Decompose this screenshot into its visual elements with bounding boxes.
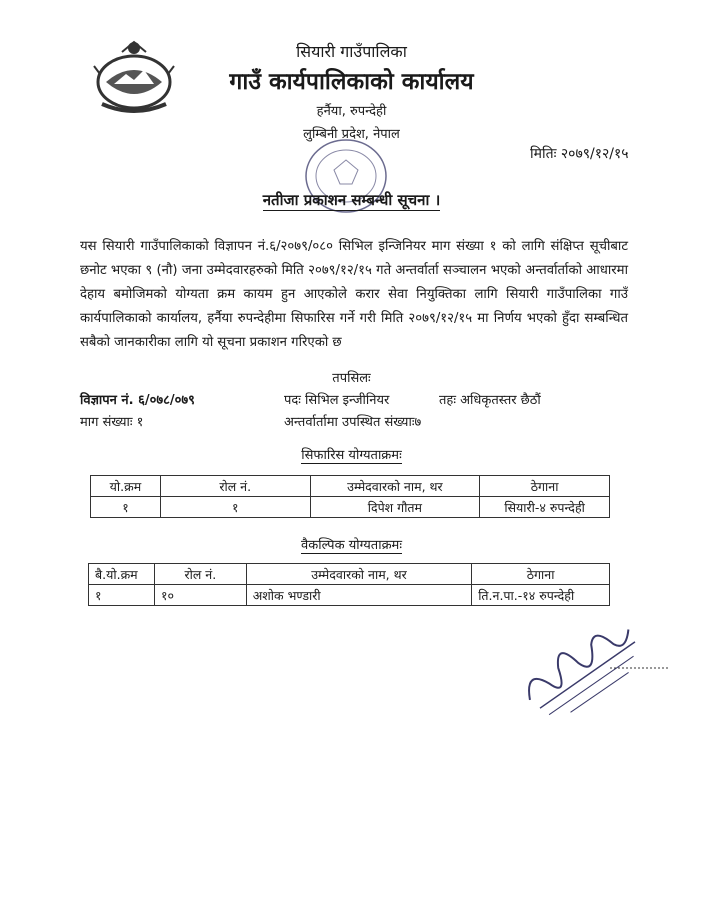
- recommended-title-text: सिफारिस योग्यताक्रमः: [301, 448, 402, 463]
- recommended-table: [90, 475, 610, 518]
- office-title: गाउँ कार्यपालिकाको कार्यालय: [229, 69, 474, 95]
- column-header: रोल नं.: [154, 564, 246, 585]
- table-row: [89, 585, 610, 606]
- recommended-section-title: [0, 445, 703, 463]
- table-header-row: [91, 476, 610, 497]
- table-cell: सियारी-४ रुपन्देही: [480, 497, 610, 518]
- notice-subject-text: नतीजा प्रकाशन सम्बन्धी सूचना ।: [262, 191, 441, 209]
- table-cell: अशोक भण्डारी: [246, 585, 471, 606]
- details-title: तपसिलः: [332, 371, 371, 386]
- notice-body: यस सियारी गाउँपालिकाको विज्ञापन नं.६/२०७९/०८० सिभिल इन्जिनियर माग संख्या १ को लागि संक्षिप्त सूचीबाट छनोट भएका ९ (नौ) जना उम्मेदवारहरुको मिति २०७९/१२/१५ गते अन्तर्वार्ता सञ्चालन भएको अन्तर्वार्ताको आधारमा देहाय बमोजिमको योग्यता क्रम कायम हुन आएकोले करार सेवा नियुक्तिका लागि सियारी गाउँपालिका गाउँ कार्यपालिकाको कार्यालय, हर्नैया रुपन्देहीमा सिफारिस गर्ने गरी मिति २०७९/१२/१५ मा निर्णय भएको हुँदा सम्बन्धित सबैको जानकारीका लागि यो सूचना प्रकाशन गरिएको छ: [80, 239, 628, 350]
- interview-attendance: अन्तर्वार्तामा उपस्थित संख्याः७: [284, 415, 422, 430]
- column-header: बै.यो.क्रम: [89, 564, 155, 585]
- post-level: तहः अधिकृतस्तर छैठौं: [439, 393, 541, 408]
- table-row: [91, 497, 610, 518]
- table-cell: १०: [154, 585, 246, 606]
- notice-subject: [0, 190, 703, 210]
- alternate-title-text: वैकल्पिक योग्यताक्रमः: [301, 538, 402, 553]
- table-cell: १: [91, 497, 161, 518]
- column-header: ठेगाना: [480, 476, 610, 497]
- alternate-section-title: [0, 535, 703, 553]
- advertisement-number: विज्ञापन नं. ६/०७८/०७९: [80, 393, 195, 408]
- alternate-table: [88, 563, 610, 606]
- table-cell: ति.न.पा.-१४ रुपन्देही: [472, 585, 610, 606]
- address-line-2: लुम्बिनी प्रदेश, नेपाल: [303, 127, 400, 142]
- column-header: ठेगाना: [472, 564, 610, 585]
- column-header: यो.क्रम: [91, 476, 161, 497]
- column-header: रोल नं.: [160, 476, 310, 497]
- signature-stamp-icon: [500, 610, 670, 720]
- table-cell: १: [160, 497, 310, 518]
- column-header: उम्मेदवारको नाम, थर: [246, 564, 471, 585]
- table-header-row: [89, 564, 610, 585]
- table-cell: दिपेश गौतम: [310, 497, 480, 518]
- table-cell: १: [89, 585, 155, 606]
- demand-count: माग संख्याः १: [80, 415, 144, 430]
- post-name: पदः सिभिल इन्जीनियर: [284, 393, 390, 408]
- notice-date: मितिः २०७९/१२/१५: [530, 146, 629, 162]
- office-name: सियारी गाउँपालिका: [296, 42, 407, 61]
- address-line-1: हर्नैया, रुपन्देही: [316, 104, 387, 119]
- column-header: उम्मेदवारको नाम, थर: [310, 476, 480, 497]
